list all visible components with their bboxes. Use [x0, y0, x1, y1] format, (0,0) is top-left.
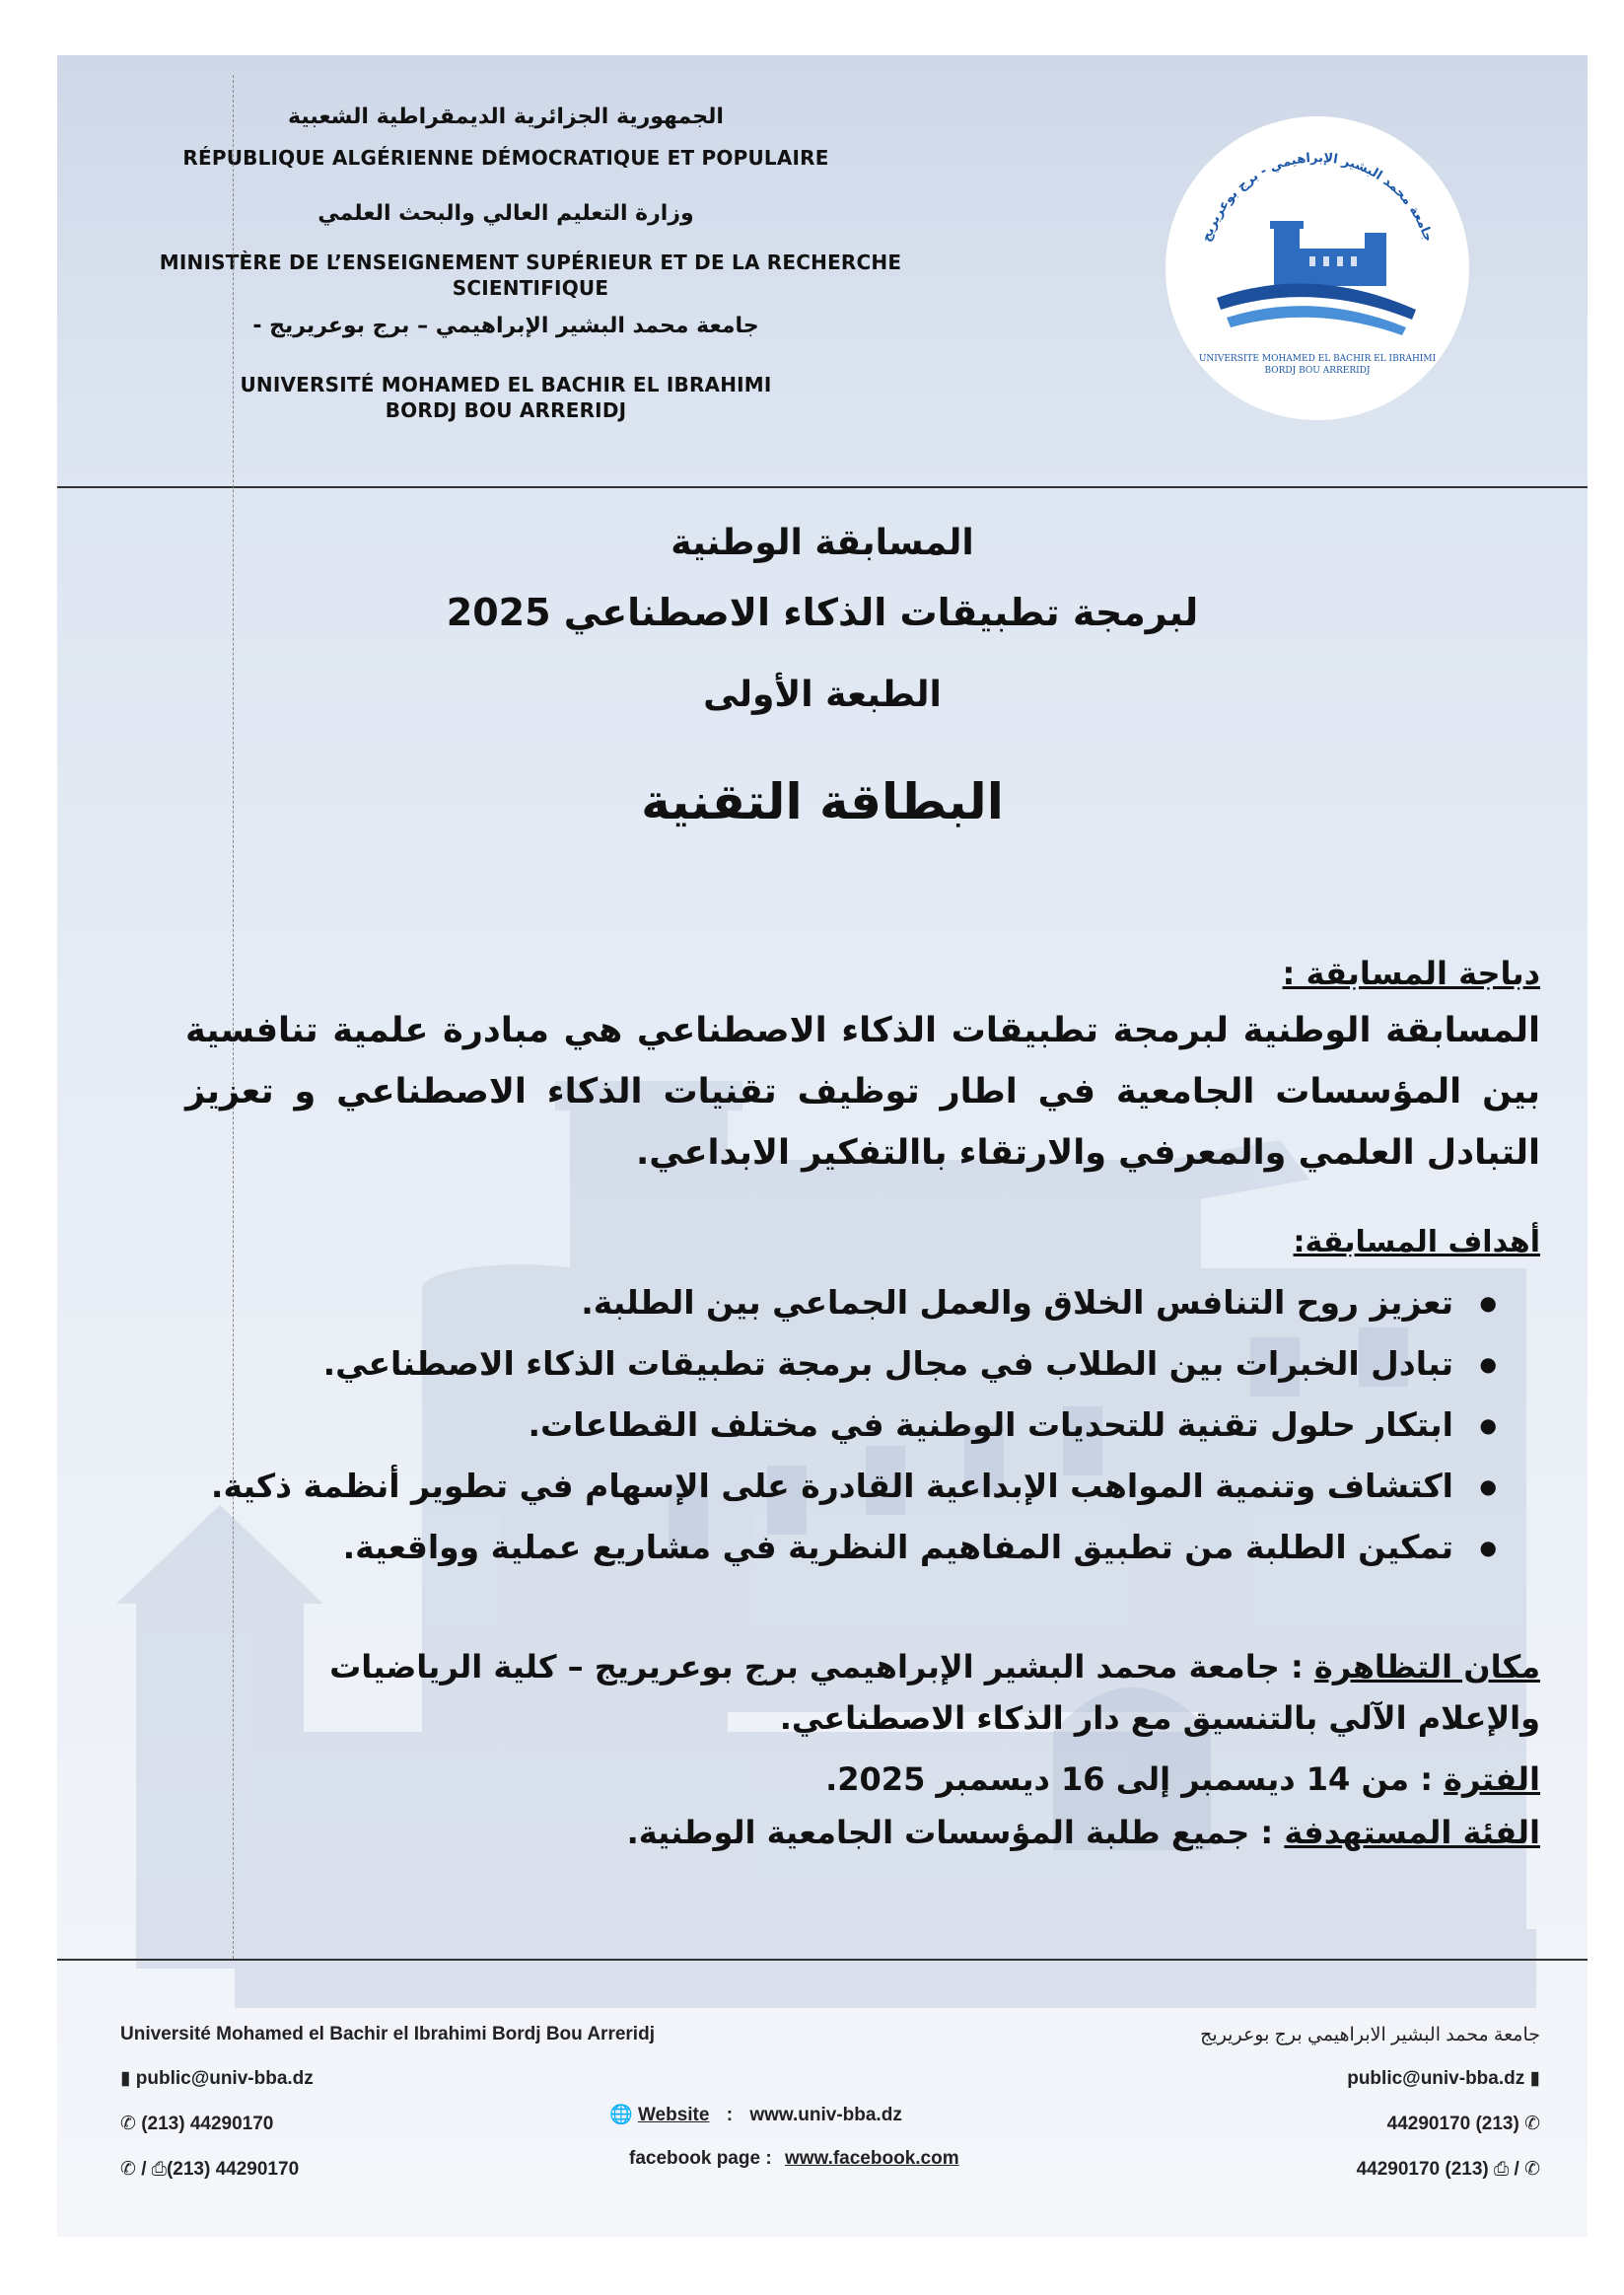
envelope-icon: ▮: [120, 2068, 131, 2089]
goals-list: [185, 1272, 1499, 1578]
goal-item: ● تبادل الخبرات بين الطلاب في مجال برمجة تطبيقات الذكاء الاصطناعي.: [185, 1333, 1499, 1395]
target-text: : جميع طلبة المؤسسات الجامعية الوطنية.: [626, 1814, 1285, 1851]
footer-email-right: public@univ-bba.dz ▮: [1347, 2068, 1540, 2089]
goal-item: ● ابتكار حلول تقنية للتحديات الوطنية في مختلف القطاعات.: [185, 1395, 1499, 1456]
footer-website: 🌐 Website : www.univ-bba.dz: [609, 2105, 902, 2125]
ministry-french-line-2: SCIENTIFIQUE: [452, 276, 609, 300]
phone-icon: ✆: [1524, 2159, 1540, 2180]
envelope-icon: ▮: [1529, 2068, 1540, 2089]
preamble-label: دباجة المسابقة :: [1282, 955, 1540, 992]
fax-icon: ⎙: [1494, 2159, 1510, 2180]
footer-fax-right: 44290170 (213) ⎙ / ✆: [1356, 2159, 1540, 2180]
title-line-1: المسابقة الوطنية: [671, 523, 974, 563]
logo-emblem-icon: [1165, 116, 1469, 420]
facebook-link[interactable]: www.facebook.com: [784, 2148, 959, 2169]
footer-facebook: facebook page : www.facebook.com: [629, 2148, 959, 2169]
website-link[interactable]: Website: [637, 2105, 710, 2125]
main-title: البطاقة التقنية: [641, 773, 1004, 830]
website-url: www.univ-bba.dz: [749, 2105, 902, 2125]
university-arabic: جامعة محمد البشير الإبراهيمي – برج بوعريريج -: [252, 314, 759, 338]
venue-info: [205, 1641, 1540, 1744]
target-info: [205, 1807, 1540, 1858]
goal-item: ● تعزيز روح التنافس الخلاق والعمل الجماعي بين الطلبة.: [185, 1272, 1499, 1333]
svg-text:جامعة محمد البشير الإبراهيمي -: [1199, 151, 1436, 244]
university-french-line-1: UNIVERSITÉ MOHAMED EL BACHIR EL IBRAHIMI: [240, 373, 772, 396]
footer-phone-right: 44290170 (213) ✆: [1386, 2114, 1540, 2134]
footer-university-name-fr: Université Mohamed el Bachir el Ibrahimi Bordj Bou Arreridj: [120, 2024, 655, 2044]
phone-icon: ✆: [120, 2114, 136, 2134]
university-french-line-2: BORDJ BOU ARRERIDJ: [385, 398, 627, 422]
phone-icon: ✆: [120, 2159, 136, 2180]
target-label: الفئة المستهدفة: [1284, 1814, 1540, 1851]
logo-caption-line-2: BORDJ BOU ARRERIDJ: [1264, 366, 1371, 376]
goal-item: ● اكتشاف وتنمية المواهب الإبداعية القادرة على الإسهام في تطوير أنظمة ذكية.: [185, 1456, 1499, 1517]
venue-text: : جامعة محمد البشير الإبراهيمي برج بوعريريج – كلية الرياضيات والإعلام الآلي بالتنسيق مع دار الذكاء الاصطناعي.: [329, 1648, 1540, 1737]
header-divider: [57, 486, 1588, 488]
goal-item: ● تمكين الطلبة من تطبيق المفاهيم النظرية في مشاريع عملية وواقعية.: [185, 1517, 1499, 1578]
goals-label: أهداف المسابقة:: [1293, 1225, 1540, 1259]
title-line-2: لبرمجة تطبيقات الذكاء الاصطناعي 2025: [446, 591, 1199, 634]
republic-arabic: الجمهورية الجزائرية الديمقراطية الشعبية: [288, 105, 724, 129]
phone-icon: ✆: [1524, 2114, 1540, 2134]
venue-label: مكان التظاهرة: [1313, 1648, 1540, 1685]
footer-divider: [57, 1959, 1588, 1961]
republic-french: RÉPUBLIQUE ALGÉRIENNE DÉMOCRATIQUE ET POPULAIRE: [182, 146, 829, 170]
globe-icon: 🌐: [609, 2105, 633, 2125]
footer-phone-left: ✆ (213) 44290170: [120, 2114, 274, 2134]
footer-university-name-ar: جامعة محمد البشير الابراهيمي برج بوعريريج: [1200, 2025, 1540, 2045]
footer-email-left: ▮ public@univ-bba.dz: [120, 2068, 314, 2089]
logo-ring-text: جامعة محمد البشير الإبراهيمي - برج بوعريريج: [1199, 150, 1436, 245]
period-text: : من 14 ديسمبر إلى 16 ديسمبر 2025.: [825, 1760, 1445, 1798]
ministry-arabic: وزارة التعليم العالي والبحث العلمي: [318, 201, 694, 226]
ministry-french-line-1: MINISTÈRE DE L’ENSEIGNEMENT SUPÉRIEUR ET DE LA RECHERCHE: [159, 251, 902, 274]
logo-caption-line-1: UNIVERSITE MOHAMED EL BACHIR EL IBRAHIMI: [1198, 354, 1437, 364]
period-info: [205, 1754, 1540, 1805]
title-line-3: الطبعة الأولى: [703, 675, 942, 715]
preamble-text: المسابقة الوطنية لبرمجة تطبيقات الذكاء الاصطناعي هي مبادرة علمية تنافسية بين المؤسسات الجامعية في اطار توظيف تقنيات الذكاء الاصطناعي و تعزيز التبادل العلمي والمعرفي والارتقاء باالتفكير الابداعي.: [185, 1011, 1540, 1173]
document-sheet: [57, 55, 1588, 2237]
period-label: الفترة: [1444, 1760, 1540, 1798]
footer-fax-left: ✆ / ⎙(213) 44290170: [120, 2159, 300, 2180]
fax-icon: ⎙: [151, 2159, 167, 2180]
university-logo: [1165, 116, 1469, 420]
